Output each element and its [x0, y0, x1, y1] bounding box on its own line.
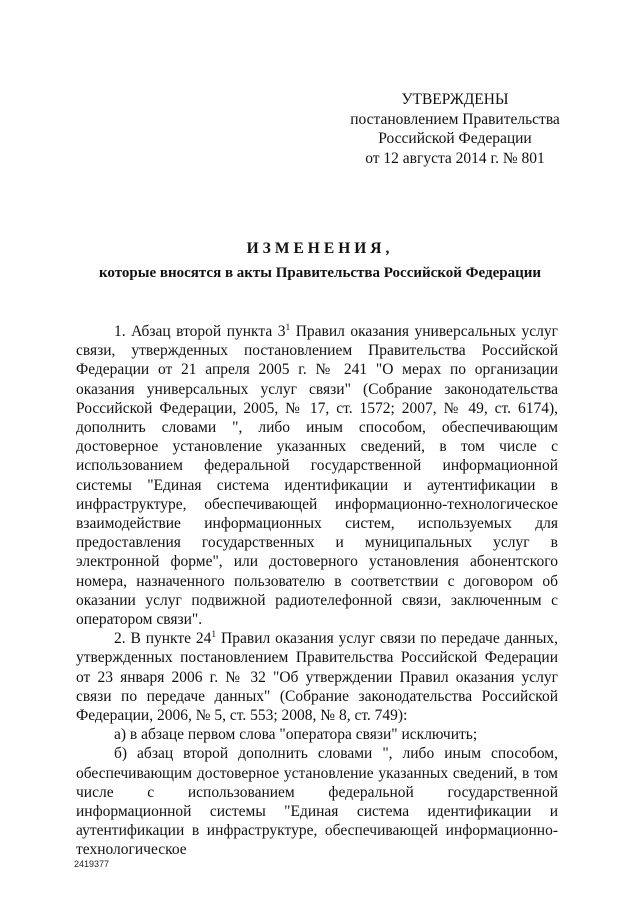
approval-stamp-title: УТВЕРЖДЕНЫ: [401, 91, 509, 108]
approval-line: постановлением Правительства: [350, 110, 560, 128]
approval-date: от 12 августа 2014 г. № 801: [365, 149, 545, 167]
footer-code: 2419377: [74, 859, 110, 869]
paragraph-1: [76, 322, 558, 629]
paragraph-text: 2. В пункте 24: [114, 630, 212, 648]
approval-line: Российской Федерации: [378, 130, 532, 147]
superscript: 1: [285, 323, 291, 333]
approval-block: [330, 90, 580, 168]
paragraph-4: б) абзац второй дополнить словами ", либо иным способом, обеспечивающим достоверное установление указанных сведений, в том числе с использованием федеральной государственной информационной системы "Единая система идентификации и аутентификации в инфраструктуре, обеспечивающей информационно-технологическое: [76, 745, 558, 859]
document-body: [76, 322, 558, 860]
document-subtitle: которые вносятся в акты Правительства Российской Федерации: [98, 265, 542, 281]
paragraph-2: [76, 629, 558, 725]
paragraph-text: 1. Абзац второй пункта 3: [114, 323, 286, 340]
paragraph-text: Правил оказания универсальных услуг связи, утвержденных постановлением Правительства Российской Федерации от 21 апреля 2005 г. № 241 "О мерах по организации оказания универсальных услуг связи" (Собрание законодательства Российской Федерации, 2005, № 17, ст. 1572; 2007, № 49, ст. 6174), дополнить словами ", либо иным способом, обеспечивающим достоверное установление указанных сведений, в том числе с использованием федеральной государственной информационной системы "Единая система идентификации и аутентификации в инфраструктуре, обеспечивающей информационно-технологическое взаимодействие информационных систем, используемых для предоставления государственных и муниципальных услуг в электронной форме", или достоверного установления абонентского номера, назначенного пользователю в соответствии с договором об оказании услуг подвижной радиотелефонной связи, заключенным с оператором связи".: [76, 323, 558, 629]
document-title: ИЗМЕНЕНИЯ,: [246, 240, 394, 257]
paragraph-3: а) в абзаце первом слова "оператора связи" исключить;: [114, 726, 478, 744]
paragraph-text: Правил оказания услуг связи по передаче данных, утвержденных постановлением Правительства Российской Федерации от 23 января 2006 г. № 32 "Об утверждении Правил оказания услуг связи по передаче данных" (Собрание законодательства Российской Федерации, 2006, № 5, ст. 553; 2008, № 8, ст. 749):: [76, 630, 558, 725]
superscript: 1: [211, 630, 217, 641]
